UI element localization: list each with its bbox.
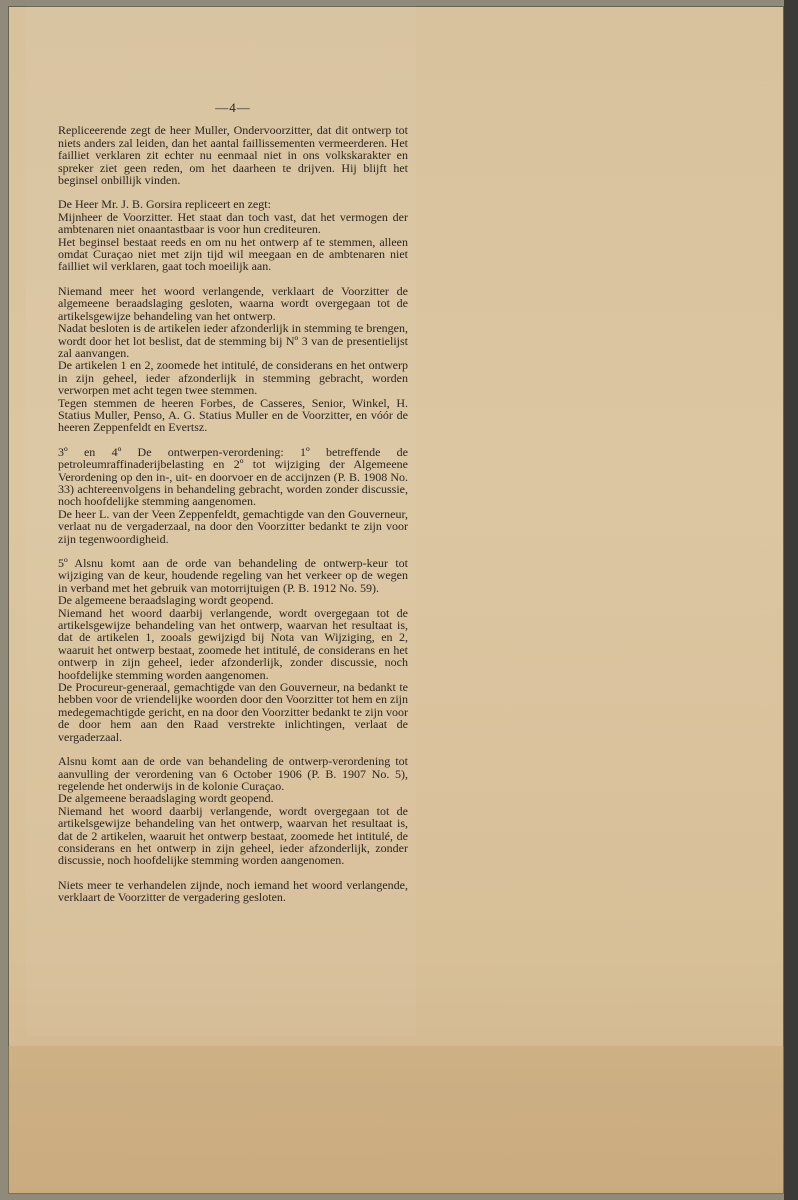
paragraph: Mijnheer de Voorzitter. Het staat dan toch vast, dat het vermogen der ambtenaren niet onaantastbaar is voor hun crediteuren.: [58, 209, 408, 237]
scan-edge: [784, 0, 798, 1200]
paragraph: Het beginsel bestaat reeds en om nu het ontwerp af te stemmen, alleen omdat Curaçao niet met zijn tijd wil meegaan en de ambtenaren niet failliet wil verklaren, gaat toch moeilijk aan.: [58, 234, 408, 274]
paragraph: 3º en 4º De ontwerpen-verordening: 1º betreffende de petroleumraffinaderijbelasting en 2º tot wijziging der Algemeene Verordening op den in-, uit- en doorvoer en de accijnzen (P. B. 1908 No. 33) achtereenvolgens in behandeling gebracht, worden zonder discussie, noch hoofdelijke stemming aangenomen.: [58, 444, 408, 509]
paragraph: De artikelen 1 en 2, zoomede het intitulé, de considerans en het ontwerp in zijn geheel, ieder afzonderlijk in stemming gebracht, worden verworpen met acht tegen twee stemmen.: [58, 358, 408, 398]
paragraph: De heer L. van der Veen Zeppenfeldt, gemachtigde van den Gouverneur, verlaat nu de vergaderzaal, na door den Voorzitter bedankt te zijn voor zijn tegenwoordigheid.: [58, 506, 408, 546]
document-page: [8, 6, 784, 1194]
paragraphs: [58, 124, 408, 903]
paragraph: 5º Alsnu komt aan de orde van behandeling de ontwerp-keur tot wijziging van de keur, houdende regeling van het verkeer op de wegen in verband met het gebruik van motorrijtuigen (P. B. 1912 No. 59).: [58, 556, 408, 595]
paragraph: De Heer Mr. J. B. Gorsira repliceert en zegt:: [58, 197, 271, 212]
page-number: —4—: [215, 100, 251, 115]
text-column: [58, 102, 408, 904]
paragraph: De Procureur-generaal, gemachtigde van den Gouverneur, na bedankt te hebben voor de vriendelijke woorden door den Voorzitter tot hem en zijn medegemachtigde gericht, en na door den Voorzitter bedankt te zijn voor de door hem aan den Raad verstrekte inlichtingen, verlaat de vergaderzaal.: [58, 680, 408, 744]
paragraph: De algemeene beraadslaging wordt geopend.: [58, 791, 274, 806]
paragraph: Nadat besloten is de artikelen ieder afzonderlijk in stemming te brengen, wordt door het lot beslist, dat de stemming bij Nº 3 van de presentielijst zal aanvangen.: [58, 321, 408, 360]
paragraph: Niemand het woord daarbij verlangende, wordt overgegaan tot de artikelsgewijze behandeling van het ontwerp, waarvan het resultaat is, dat de 2 artikelen, waaruit het ontwerp bestaat, zoomede het intitulé, de considerans en het ontwerp in zijn geheel, ieder afzonderlijk, zonder discussie, noch hoofdelijke stemming worden aangenomen.: [58, 803, 408, 868]
paragraph-gap: [58, 434, 408, 446]
paragraph: Niemand het woord daarbij verlangende, wordt overgegaan tot de artikelsgewijze behandeling van het ontwerp, waarvan het resultaat is, dat de artikelen 1, zooals gewijzigd bij Nota van Wijziging, en 2, waaruit het ontwerp bestaat, zoomede het intitulé, de considerans en het ontwerp in zijn geheel, ieder afzonderlijk, zonder discussie, noch hoofdelijke stemming worden aangenomen.: [58, 605, 408, 682]
paragraph: Tegen stemmen de heeren Forbes, de Casseres, Senior, Winkel, H. Statius Muller, Penso, A. G. Statius Muller en de Voorzitter, en vóór de heeren Zeppenfeldt en Evertsz.: [58, 395, 408, 435]
paragraph-gap: [58, 867, 408, 879]
paragraph: De algemeene beraadslaging wordt geopend.: [58, 593, 274, 608]
paragraph: Alsnu komt aan de orde van behandeling de ontwerp-verordening tot aanvulling der verordening van 6 October 1906 (P. B. 1907 No. 5), regelende het onderwijs in de kolonie Curaçao.: [58, 754, 408, 793]
paragraph: Repliceerende zegt de heer Muller, Ondervoorzitter, dat dit ontwerp tot niets anders zal leiden, dan het aantal faillissementen vermeerderen. Het failliet verklaren zit echter nu eenmaal niet in ons volkskarakter en spreker ziet geen reden, om het daarheen te drijven. Hij blijft het beginsel onbillijk vinden.: [58, 123, 408, 188]
paragraph: Niets meer te verhandelen zijnde, noch iemand het woord verlangende, verklaart de Voorzitter de vergadering gesloten.: [58, 877, 408, 905]
paragraph: Niemand meer het woord verlangende, verklaart de Voorzitter de algemeene beraadslaging gesloten, waarna wordt overgegaan tot de artikelsgewijze behandeling van het ontwerp.: [58, 283, 408, 323]
